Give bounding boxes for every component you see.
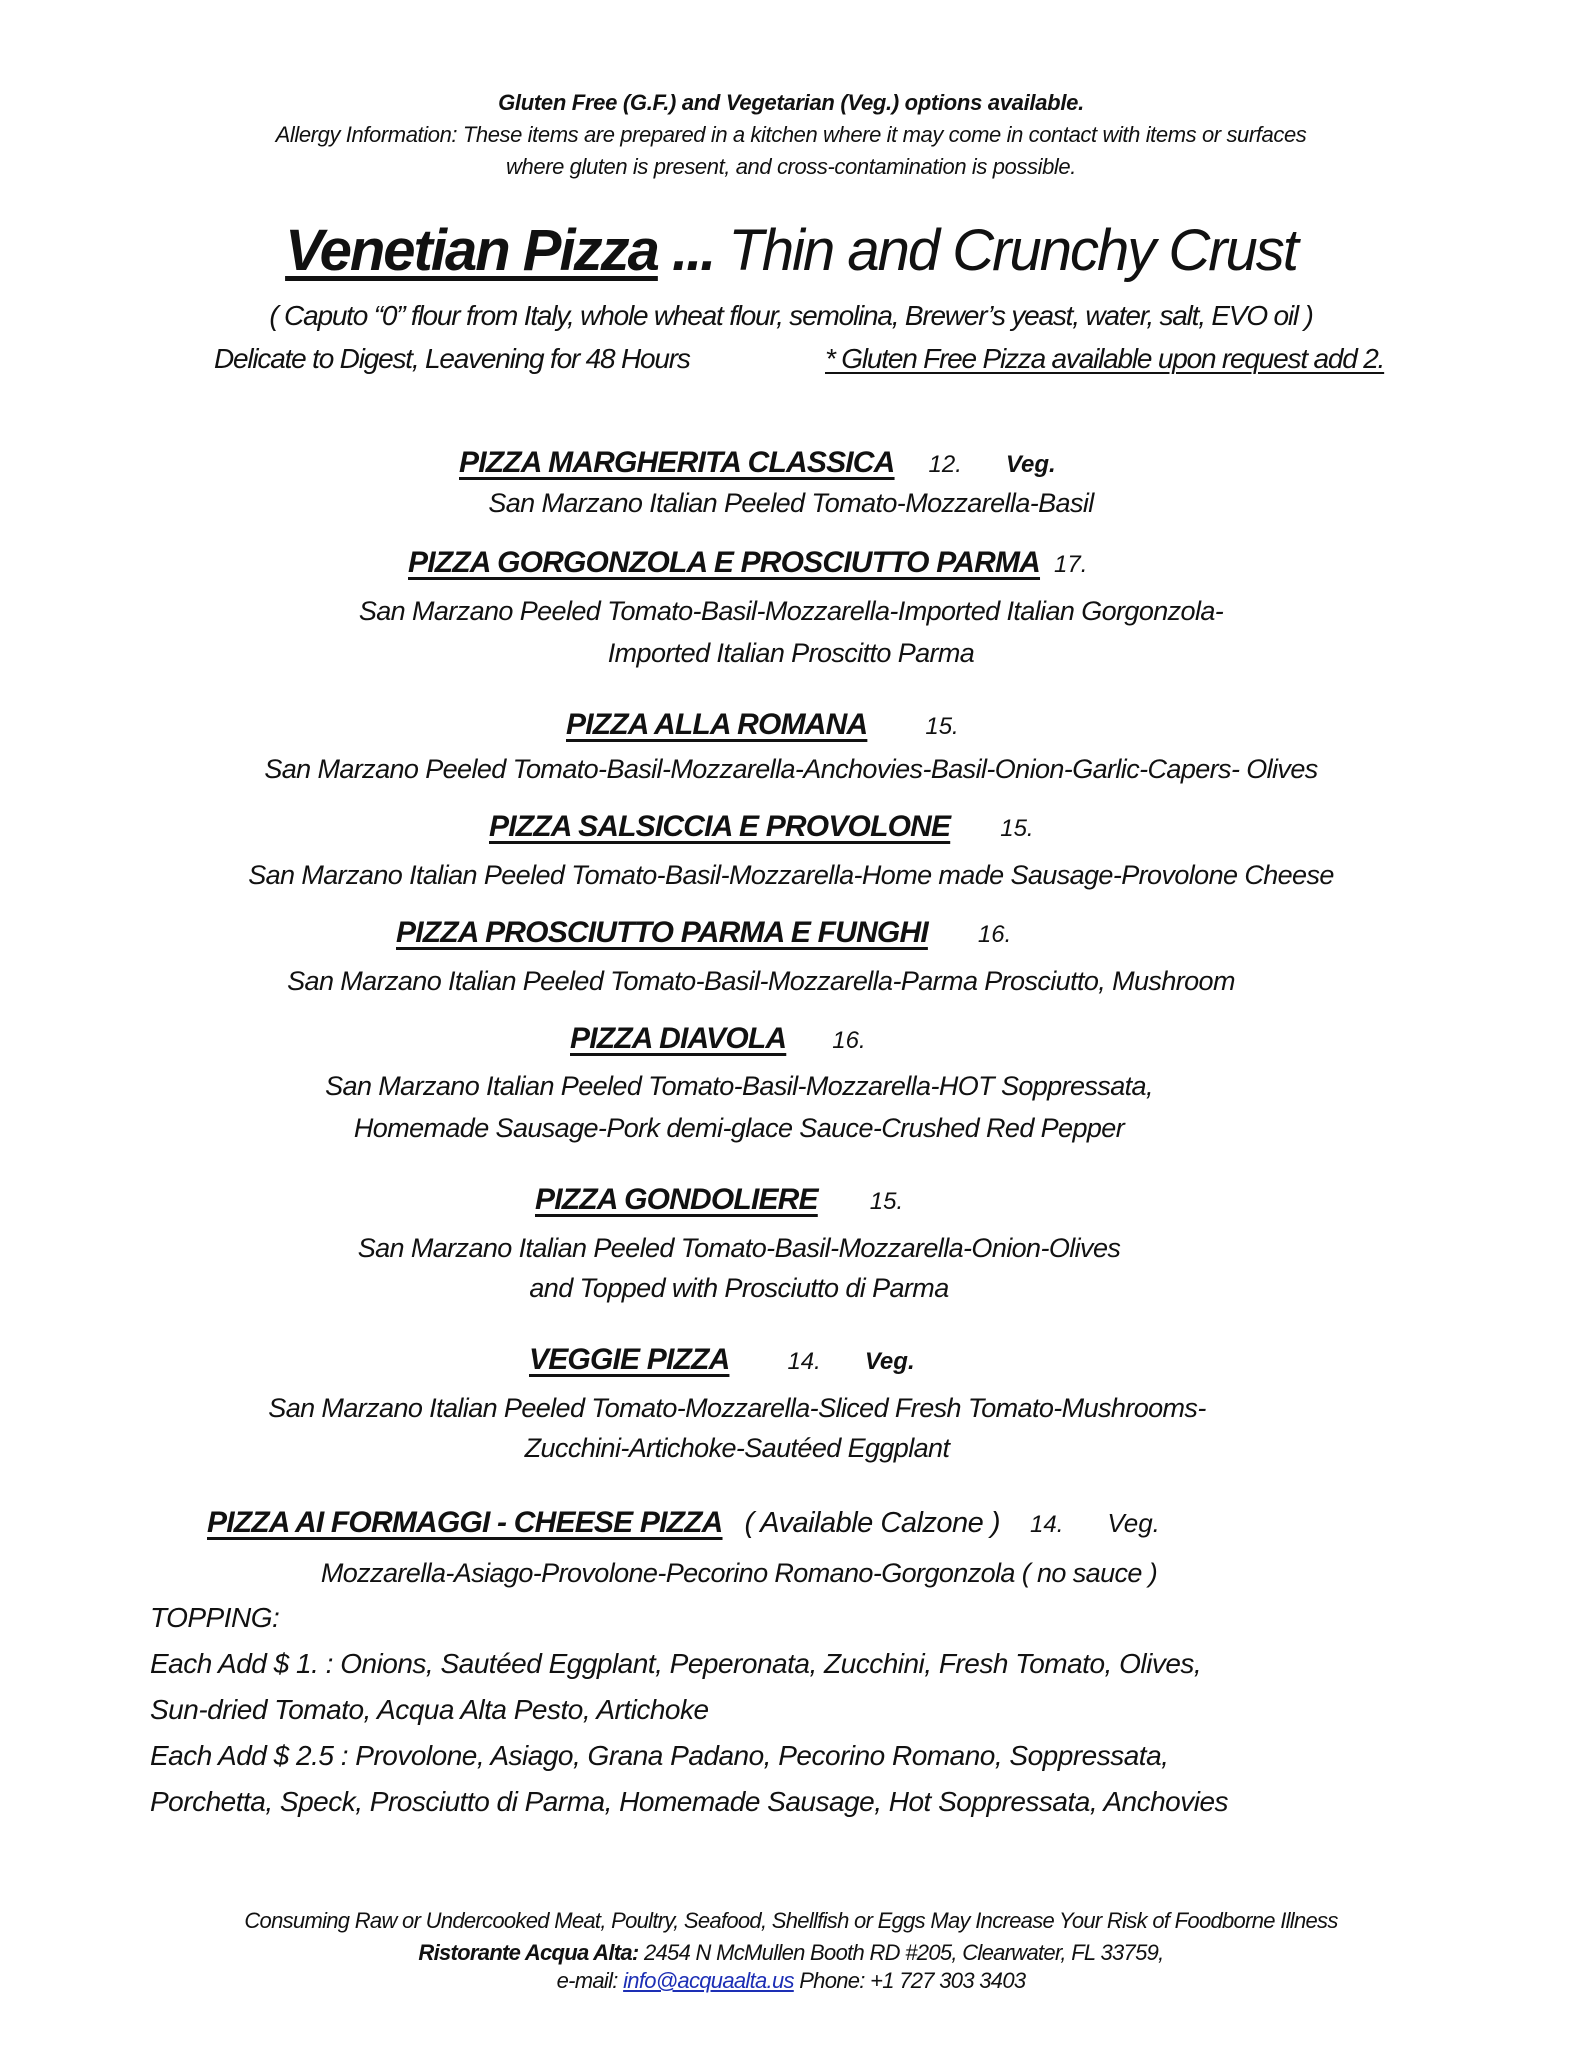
address: 2454 N McMullen Booth RD #205, Clearwater, FL 33759, xyxy=(638,1940,1164,1965)
menu-item-heading xyxy=(396,918,1011,948)
topping-label: TOPPING: xyxy=(150,1602,280,1633)
allergy-line-1: Allergy Information: These items are prepared in a kitchen where it may come in contact with items or surfaces xyxy=(275,122,1307,147)
phone: Phone: +1 727 303 3403 xyxy=(793,1968,1026,1993)
page-title xyxy=(0,218,1582,283)
item-price: 16. xyxy=(977,921,1012,948)
item-description: Mozzarella-Asiago-Provolone-Pecorino Romano-Gorgonzola ( no sauce ) xyxy=(320,1558,1158,1588)
title-subtitle: Thin and Crunchy Crust xyxy=(728,218,1297,283)
item-note: ( Available Calzone ) xyxy=(744,1507,1000,1539)
item-price: 16. xyxy=(832,1027,866,1054)
item-description: Homemade Sausage-Pork demi-glace Sauce-Crushed Red Pepper xyxy=(353,1113,1125,1143)
item-price: 14. xyxy=(787,1348,821,1375)
item-name: PIZZA GONDOLIERE xyxy=(535,1183,818,1216)
item-description: San Marzano Peeled Tomato-Basil-Mozzarella-Anchovies-Basil-Onion-Garlic-Capers- Olives xyxy=(264,754,1318,784)
gluten-free-note: * Gluten Free Pizza available upon request add 2. xyxy=(825,343,1385,374)
topping-line: Each Add $ 2.5 : Provolone, Asiago, Grana Padano, Pecorino Romano, Soppressata, xyxy=(150,1740,1169,1771)
item-price: 14. xyxy=(1030,1511,1064,1538)
title-ellipsis: ... xyxy=(657,218,729,283)
item-name: PIZZA DIAVOLA xyxy=(570,1022,787,1055)
options-note: Gluten Free (G.F.) and Vegetarian (Veg.) options available. xyxy=(498,90,1084,115)
item-name: PIZZA ALLA ROMANA xyxy=(566,708,868,741)
menu-item-heading xyxy=(408,548,1087,578)
item-name: PIZZA AI FORMAGGI - CHEESE PIZZA xyxy=(207,1506,723,1539)
item-name: VEGGIE PIZZA xyxy=(529,1343,730,1376)
item-price: 15. xyxy=(1000,815,1034,842)
item-price: 15. xyxy=(869,1188,904,1215)
topping-line: Sun-dried Tomato, Acqua Alta Pesto, Artichoke xyxy=(150,1694,709,1725)
dough-ingredients: ( Caputo “0” flour from Italy, whole wheat flour, semolina, Brewer’s yeast, water, salt, EVO oil ) xyxy=(269,300,1313,331)
restaurant-name: Ristorante Acqua Alta: xyxy=(418,1940,639,1965)
title-main: Venetian Pizza xyxy=(285,218,658,283)
menu-item-heading xyxy=(570,1024,866,1054)
item-description: San Marzano Italian Peeled Tomato-Basil-Mozzarella-HOT Soppressata, xyxy=(325,1071,1153,1101)
dough-digest: Delicate to Digest, Leavening for 48 Hours xyxy=(214,343,690,374)
item-name: PIZZA PROSCIUTTO PARMA E FUNGHI xyxy=(396,916,928,949)
item-price: 17. xyxy=(1054,551,1088,578)
topping-line: Porchetta, Speck, Prosciutto di Parma, Homemade Sausage, Hot Soppressata, Anchovies xyxy=(150,1786,1229,1817)
email-label: e-mail: xyxy=(556,1968,624,1993)
restaurant-address xyxy=(0,1942,1582,1964)
topping-line: Each Add $ 1. : Onions, Sautéed Eggplant, Peperonata, Zucchini, Fresh Tomato, Olives, xyxy=(150,1648,1202,1679)
item-description: Zucchini-Artichoke-Sautéed Eggplant xyxy=(524,1433,950,1463)
item-name: PIZZA SALSICCIA E PROVOLONE xyxy=(489,810,951,843)
item-description: Imported Italian Proscitto Parma xyxy=(607,638,975,668)
menu-item-heading xyxy=(459,448,1056,478)
menu-item-heading xyxy=(489,812,1034,842)
menu-item-heading xyxy=(535,1185,903,1215)
item-description: San Marzano Peeled Tomato-Basil-Mozzarella-Imported Italian Gorgonzola- xyxy=(358,596,1224,626)
menu-item-heading xyxy=(566,710,959,740)
allergy-line-2: where gluten is present, and cross-contamination is possible. xyxy=(506,154,1076,179)
item-price: 15. xyxy=(925,713,959,740)
menu-item-heading xyxy=(529,1345,915,1375)
item-description: San Marzano Italian Peeled Tomato-Basil-Mozzarella-Onion-Olives xyxy=(357,1233,1121,1263)
item-description: and Topped with Prosciutto di Parma xyxy=(529,1273,949,1303)
item-description: San Marzano Italian Peeled Tomato-Mozzarella-Basil xyxy=(488,488,1094,518)
item-description: San Marzano Italian Peeled Tomato-Mozzarella-Sliced Fresh Tomato-Mushrooms- xyxy=(268,1393,1206,1423)
contact-line xyxy=(0,1970,1582,1992)
veg-badge: Veg. xyxy=(1107,1508,1160,1538)
veg-badge: Veg. xyxy=(1005,451,1056,478)
email-link[interactable]: info@acquaalta.us xyxy=(623,1968,794,1993)
item-price: 12. xyxy=(928,451,962,478)
veg-badge: Veg. xyxy=(864,1348,915,1375)
foodborne-warning: Consuming Raw or Undercooked Meat, Poultry, Seafood, Shellfish or Eggs May Increase Your Risk of Foodborne Illness xyxy=(244,1908,1338,1933)
item-name: PIZZA MARGHERITA CLASSICA xyxy=(459,446,895,479)
item-description: San Marzano Italian Peeled Tomato-Basil-Mozzarella-Parma Prosciutto, Mushroom xyxy=(287,966,1235,996)
menu-item-heading xyxy=(207,1508,1160,1538)
item-name: PIZZA GORGONZOLA E PROSCIUTTO PARMA xyxy=(408,546,1041,579)
item-description: San Marzano Italian Peeled Tomato-Basil-Mozzarella-Home made Sausage-Provolone Cheese xyxy=(248,860,1334,890)
